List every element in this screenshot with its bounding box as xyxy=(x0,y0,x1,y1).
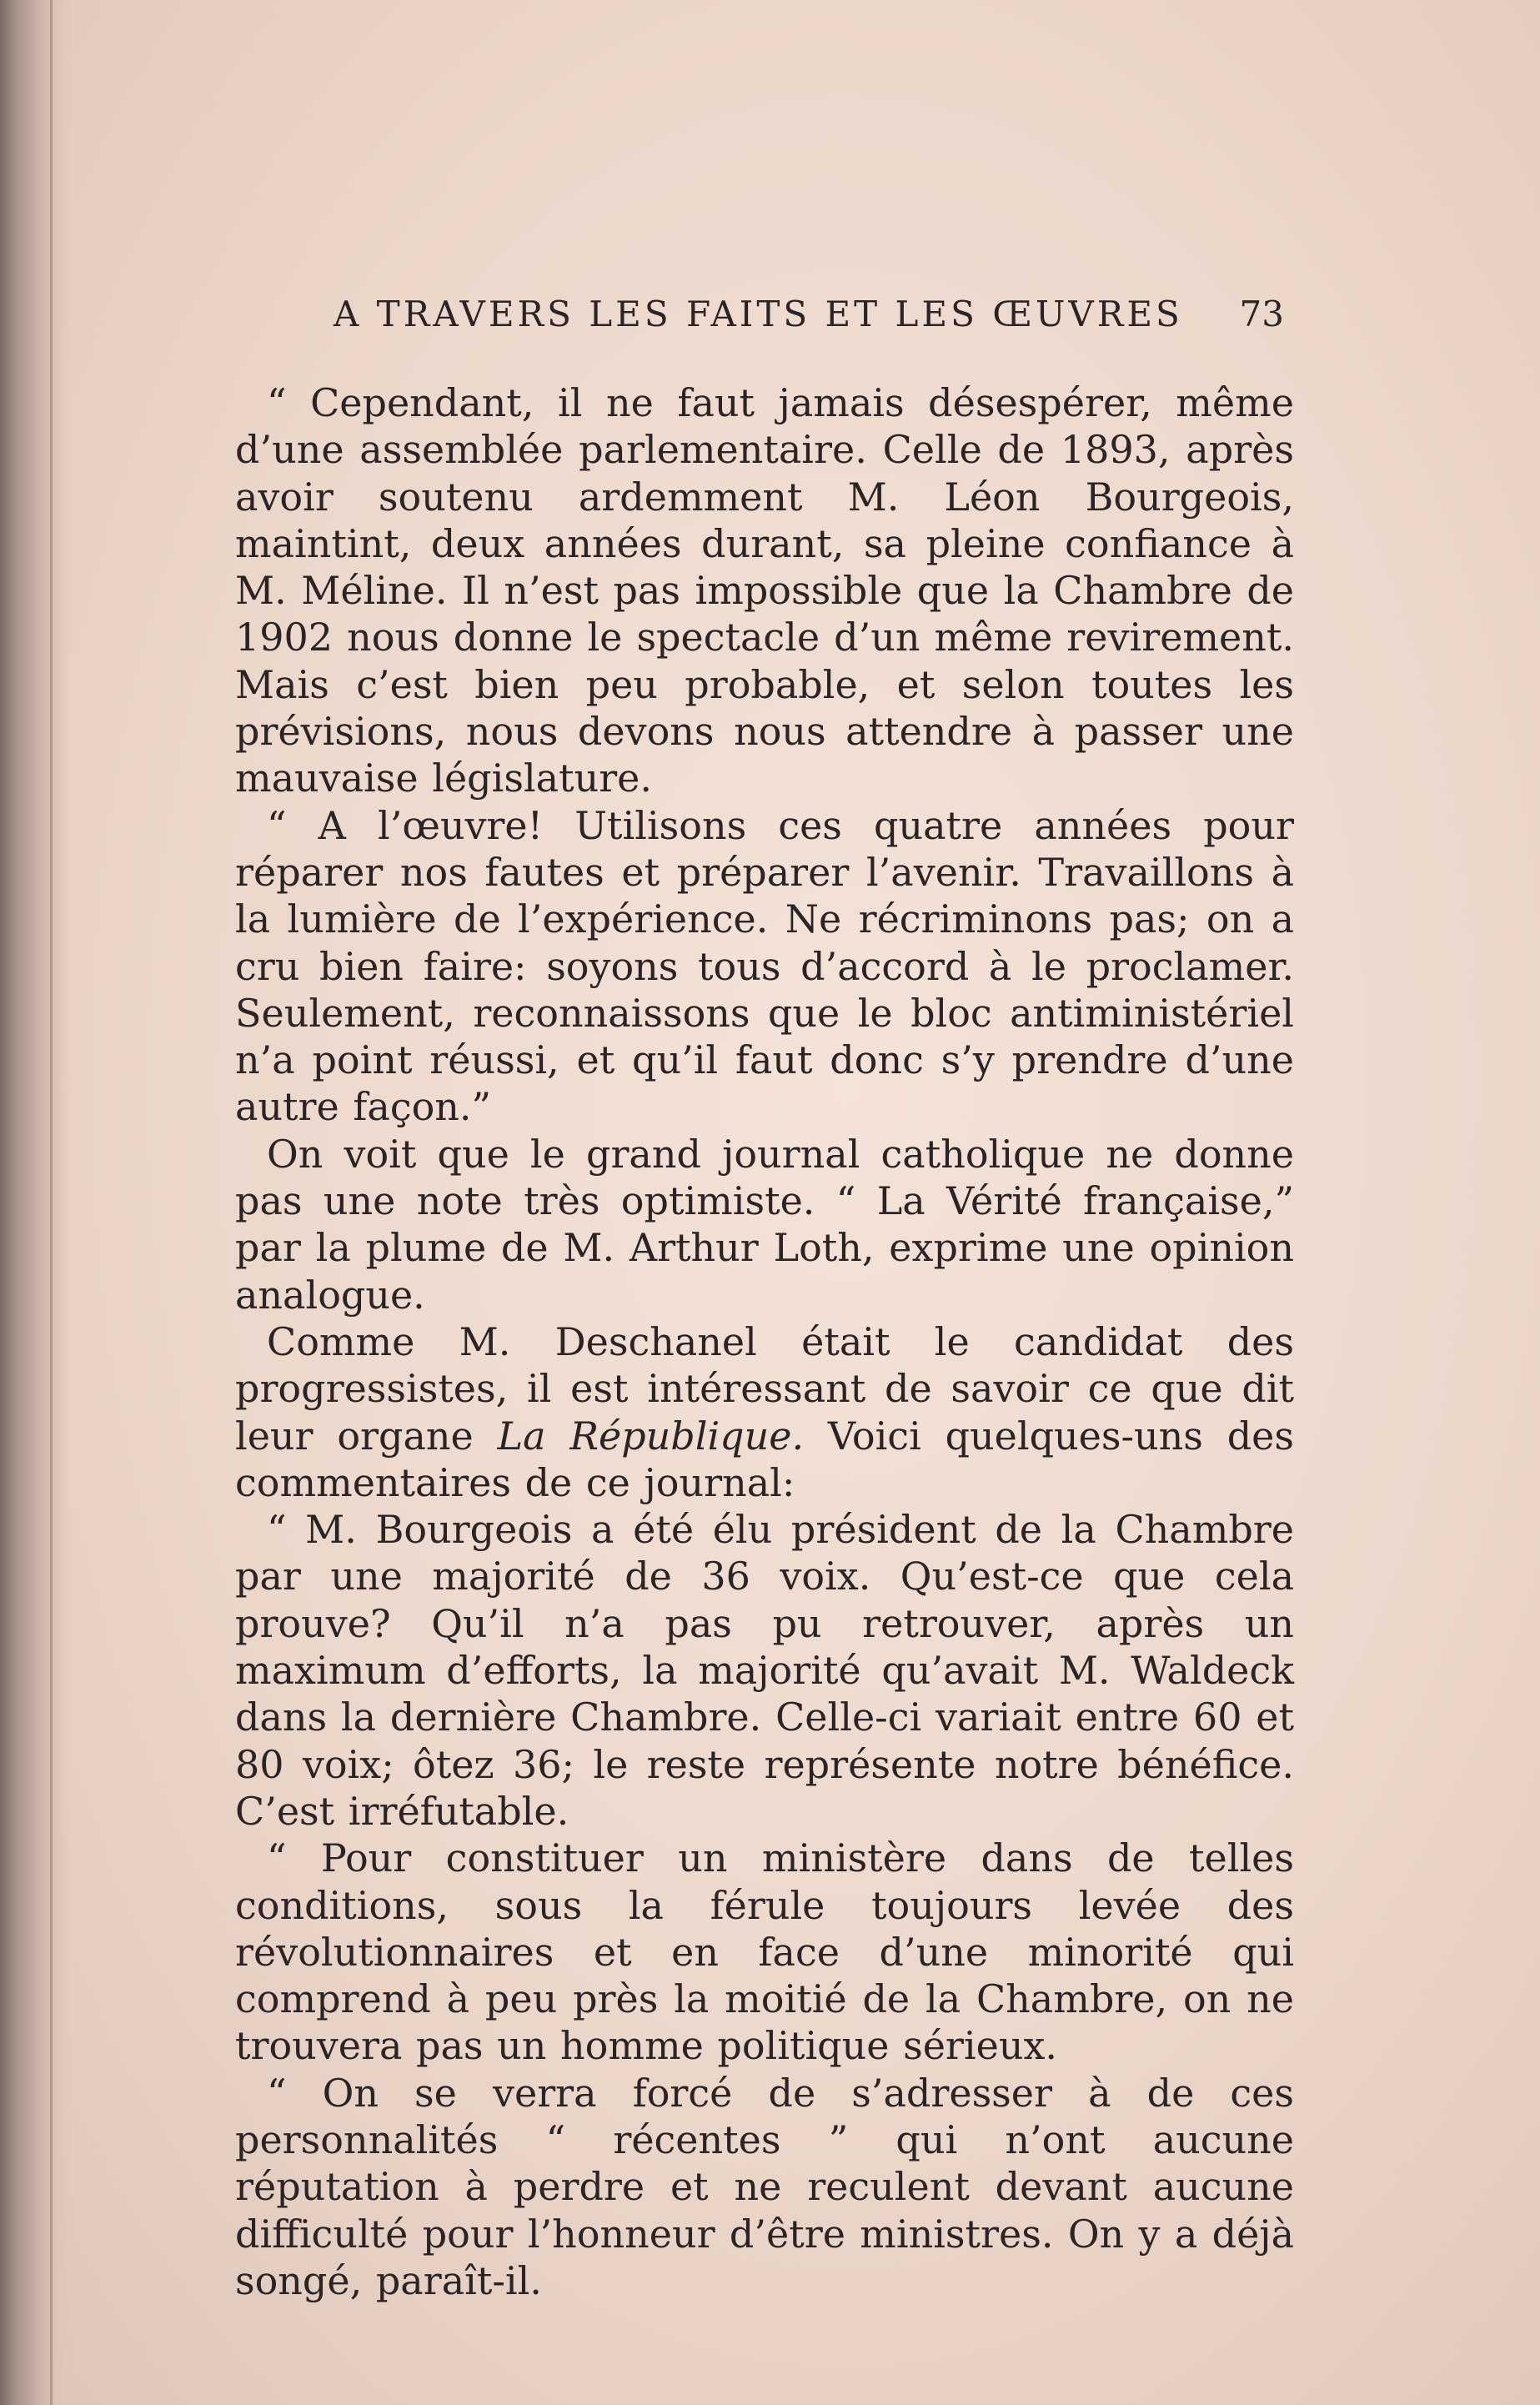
page-header xyxy=(334,294,1284,352)
paragraph-comme-deschanel xyxy=(235,1318,1294,1506)
paragraph-quote-ministere: “ Pour constituer un ministère dans de telles conditions, sous la férule toujours levée des révolutionnaires et en face d’une minorité qui comprend à peu près la moitié de la Chambre, on ne trouvera pas un homme politique sérieux. xyxy=(235,1835,1294,2069)
paragraph-text: Voici quelques-uns des commentaires de ce journal: xyxy=(235,1413,1294,1505)
running-title: A TRAVERS LES FAITS ET LES ŒUVRES xyxy=(334,294,1183,334)
page-number: 73 xyxy=(1239,294,1284,334)
paragraph-on-voit: On voit que le grand journal catholique ne donne pas une note très optimiste. “ La Vérité française,” par la plume de M. Arthur Loth, exprime une opinion analogue. xyxy=(235,1131,1294,1318)
journal-title-italic: La République. xyxy=(497,1413,805,1459)
paragraph-quote-a-loeuvre: “ A l’œuvre! Utilisons ces quatre années pour réparer nos fautes et préparer l’avenir. Travaillons à la lumière de l’expérience. Ne récriminons pas; on a cru bien faire: soyons tous d’accord à le proclamer. Seulement, reconnaissons que le bloc antiministériel n’a point réussi, et qu’il faut donc s’y prendre d’une autre façon.” xyxy=(235,802,1294,1130)
page-body xyxy=(235,379,1294,2304)
book-gutter-line xyxy=(50,0,53,2405)
book-spine-shadow xyxy=(0,0,71,2405)
paragraph-quote-cependant: “ Cependant, il ne faut jamais désespérer, même d’une assemblée parlementaire. Celle de 1893, après avoir soutenu ardemment M. Léon Bourgeois, maintint, deux années durant, sa pleine confiance à M. Méline. Il n’est pas impossible que la Chambre de 1902 nous donne le spectacle d’un même revirement. Mais c’est bien peu probable, et selon toutes les prévisions, nous devons nous attendre à passer une mauvaise législature. xyxy=(235,380,1294,801)
paragraph-quote-bourgeois: “ M. Bourgeois a été élu président de la Chambre par une majorité de 36 voix. Qu’est-ce que cela prouve? Qu’il n’a pas pu retrouver, après un maximum d’efforts, la majorité qu’avait M. Waldeck dans la dernière Chambre. Celle-ci variait entre 60 et 80 voix; ôtez 36; le reste représente notre bénéfice. C’est irréfutable. xyxy=(235,1507,1294,1834)
paragraph-text: Comme M. Deschanel était le candidat des progressistes, il est intéressant de savoir ce que dit leur organe xyxy=(235,1318,1294,1459)
paragraph-quote-personnalites: “ On se verra forcé de s’adresser à de ces personnalités “ récentes ” qui n’ont aucune réputation à perdre et ne reculent devant aucune difficulté pour l’honneur d’être ministres. On y a déjà songé, paraît-il. xyxy=(235,2070,1294,2303)
